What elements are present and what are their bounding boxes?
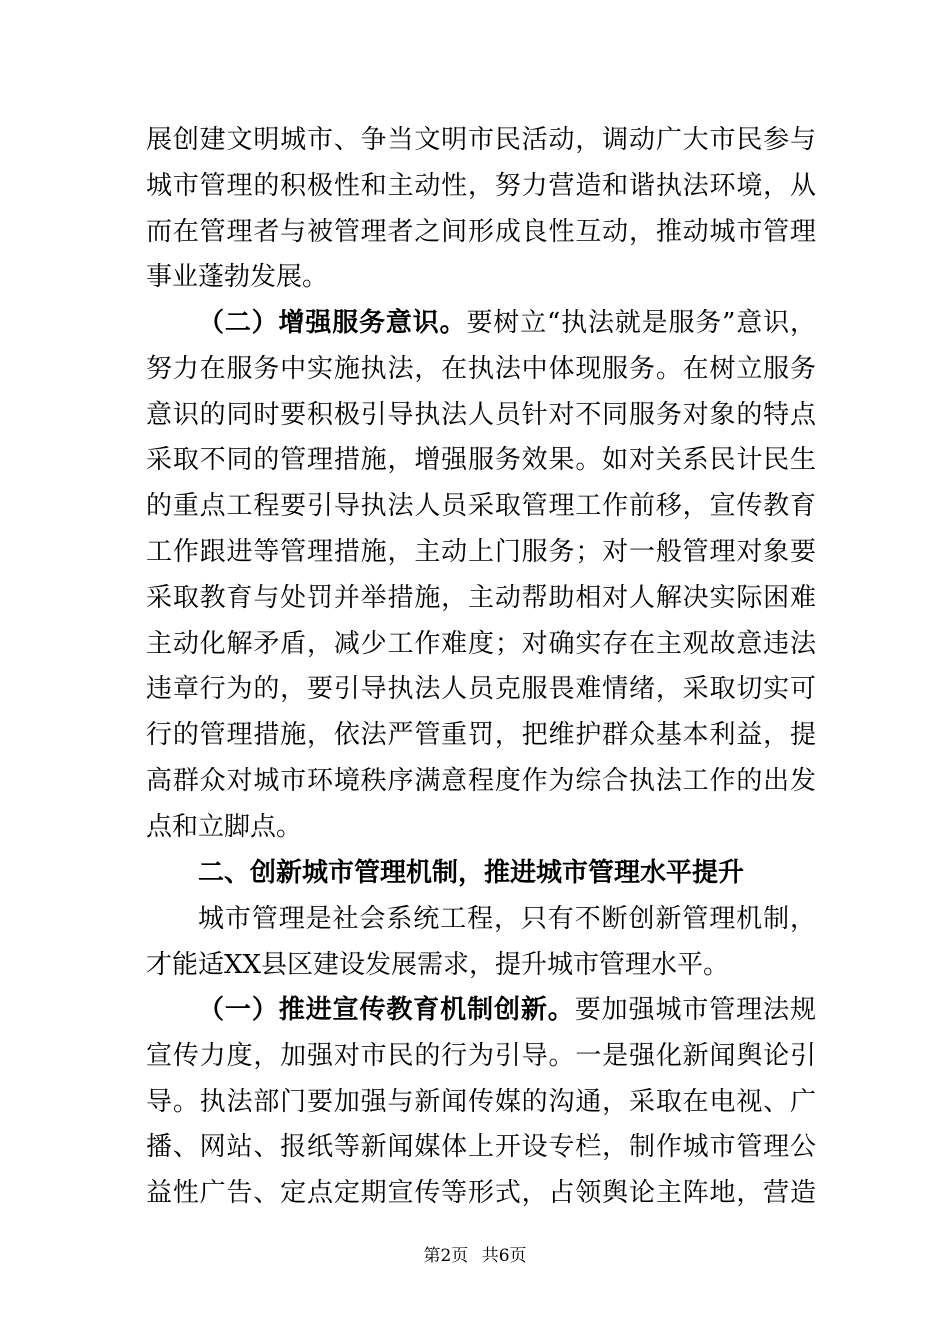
text-line: 事业蓬勃发展。: [146, 262, 329, 293]
text-line: [146, 301, 816, 347]
page-footer: [0, 1241, 950, 1266]
text-line: 而在管理者与被管理者之间形成良性互动，推动城市管理: [146, 216, 816, 247]
text-line: 点和立脚点。: [146, 811, 303, 842]
paragraph-4: [146, 988, 816, 1217]
text-line: 城市管理是社会系统工程，只有不断创新管理机制，: [198, 904, 816, 934]
text-line: 工作跟进等管理措施，主动上门服务；对一般管理对象要: [146, 536, 816, 567]
text-run: 要树立“执法就是服务”意识，: [466, 308, 816, 338]
text-run: 要加强城市管理法规: [574, 995, 816, 1025]
text-line: 主动化解矛盾，减少工作难度；对确实存在主观故意违法: [146, 628, 816, 659]
text-line: 播、网站、报纸等新闻媒体上开设专栏，制作城市管理公: [146, 1132, 816, 1163]
page-number: 第2页: [423, 1246, 469, 1266]
text-line: 宣传力度，加强对市民的行为引导。一是强化新闻舆论引: [146, 1040, 816, 1071]
text-line: 行的管理措施，依法严管重罚，把维护群众基本利益，提: [146, 720, 816, 751]
text-line: [146, 988, 816, 1034]
section-heading: [146, 851, 816, 897]
page-total: 共6页: [481, 1246, 527, 1266]
text-line: 的重点工程要引导执法人员采取管理工作前移，宣传教育: [146, 491, 816, 522]
text-line: 违章行为的，要引导执法人员克服畏难情绪，采取切实可: [146, 674, 816, 705]
text-line: 采取不同的管理措施，增强服务效果。如对关系民计民生: [146, 445, 816, 476]
text-line: 益性广告、定点定期宣传等形式，占领舆论主阵地，营造: [146, 1178, 816, 1209]
paragraph-2: [146, 301, 816, 851]
text-line: 城市管理的积极性和主动性，努力营造和谐执法环境，从: [146, 170, 816, 201]
heading-text: 二、创新城市管理机制，推进城市管理水平提升: [198, 858, 745, 888]
text-line: 展创建文明城市、争当文明市民活动，调动广大市民参与: [146, 125, 816, 155]
section-lead: （一）推进宣传教育机制创新。: [198, 995, 575, 1025]
section-lead: （二）增强服务意识。: [198, 308, 467, 338]
text-line: 导。执法部门要加强与新闻传媒的沟通，采取在电视、广: [146, 1086, 816, 1117]
text-line: 意识的同时要积极引导执法人员针对不同服务对象的特点: [146, 399, 816, 430]
text-line: 才能适XX县区建设发展需求，提升城市管理水平。: [146, 949, 730, 980]
text-line: 采取教育与处罚并举措施，主动帮助相对人解决实际困难: [146, 582, 816, 613]
text-line: 努力在服务中实施执法，在执法中体现服务。在树立服务: [146, 353, 816, 384]
paragraph-1: [146, 118, 816, 301]
paragraph-3: [146, 897, 816, 989]
text-line: 高群众对城市环境秩序满意程度作为综合执法工作的出发: [146, 765, 816, 796]
